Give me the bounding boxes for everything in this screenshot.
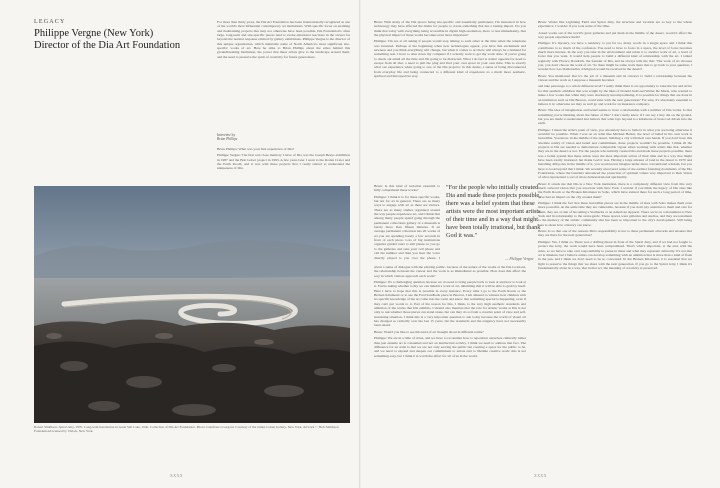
body-paragraph: Philippe: It's mystery, we have a tendency to put far too many words in a single space and I think this contributes to so much of the confusion. You need to have to focus in a space, the level of focus becomes much more intense. In the way you take in the environment and relate it to another work of art, a level of focus that you want. It would help people to build a different kind of relationship with the art. I talked regularly with Horace Dondrick, the founder of Dia, and he always tells me that: 'The work of art chooses you, you don't choose the work of art.' So there might be some work there that to go back to your question, I wonder how Las Damoiselles d'Avignon would be received in the desert? (538, 41, 692, 72)
body-paragraph: Brian: Is this kind of isolation essential to fully comprehend these works? (374, 184, 440, 193)
body-paragraph: Philippe: It's a challenging question because we do need to bring people back to look at and how to look at it. You're asking whether today we can inhabit a work of art, inhabiting that it will be able to grab by itself. Here I have to hope that this is possible in every instance. Every time I go to the Earth Room or the Broken Kilometer or to see the Fred Sandback piece in Beacon, I am amazed to witness how children with no specific knowledge of the art came into the room and know that something special is happening, even if they can't put words to it. Part of the reason for this, I think, is the very high aesthetic standards and ambition of the works that Dia exhibits. I should also mention that the role for artistic works at Dia is not only to ask whether those pieces can stand alone, but can they do so from a creative point of view and self-sustaining situation. I think this is a very important question to ask today because the world of visual art has changed so radically over the last 15 years, but the standards and the exigency have not necessarily been raised. (374, 280, 526, 328)
body-paragraph: Philippe: I think it is for these specific works, but not for art in general. There are as many ways to engage with art as there are visitors. There are as many studies organized around the way people experience art, and I think that among many people spend going through the permanent collections gallery of a museum is barely more than fifteen minutes. If an average permanent collection has 20 works of art you are spending barely a few seconds in front of each piece. Lots of big institutions organize guided tours to still please so you go to the galleries and take your cell phone and call the number and then you hear the voice directly played to you over the phone. I (374, 194, 440, 260)
pull-quote: "For the people who initially created Dia and made these projects possible, there was a belief system that these artists were the most important artists of their time and in a way that might have been totally irrational, but thank God it was." (446, 184, 541, 240)
body-paragraph: Brian: Would you like to see this kind of art thought about in different terms? (374, 329, 484, 334)
body-paragraph: Brian: It struck me that Dia is a New York institution, there is a completely different view from this very much outward vision that you associate with New York. I wonder if you think the legacy of Dia sites like the Earth Room or the Broken Kilometer in Soho, which have existed there for such a long period of time, have had an impact on the city around them? (538, 181, 692, 199)
page-number-left: XXXX (170, 474, 183, 478)
intro-paragraph: For more than thirty years, the Dia Art Foundation has been internationally recognized as one of the world's most influential contemporary art institutions. With specific focus on enabling and maintaining projects that may not otherwise have been possible, Dia Foundation's often large, long-term and site-specific pieces tend to evoke emotional reactions in the viewer far beyond the normal response elicited by gallery exhibitions. Philippe Vergne is the director of this unique organization, which maintains some of North America's most significant site-specific works of art. Here he talks to Brian Phillips about the ethos behind this groundbreaking institution, the power that these artists give to the landscape around them, and the need to preserve the spirit of creativity for future generations. (217, 20, 350, 59)
body-paragraph: Philippe: I think the fact that these incredible pieces are in the middle of sites with Soho makes them even more powerful. At the same time they are vulnerable, because if you don't pay attention to them and care for them, they are at risk of becoming a Starbucks or an American Apparel. There we're on a monument to New York and its relationship to the avant-garde. These spaces were galleries and studios, and they are testament to the memory of the artistic community that has been so important to the city's development. Still being here is about how a history can know. (538, 201, 692, 227)
page-gutter (359, 0, 361, 488)
title-line-name: Philippe Vergne (New York) (34, 28, 154, 39)
spiral-jetty-image (34, 186, 350, 423)
body-paragraph: Philippe Vergne: The first real close memory I have of Dia was the Joseph Beuys exhibition in 1987 and the Bob Gober project in 1993. A few years later I went to the Roden Crater and the Earth Room, and it was with these projects that I really started to understand the uniqueness of Dia. (217, 153, 350, 171)
photo-caption: Robert Smithson, Spiral Jetty, 1970. Long-term installation in Great Salt Lake, Utah. Collection of Dia Art Foundation. Photo: Gianfranco Gorgoni. Courtesy of the James Cohan Gallery, New York. Artwork © Holt-Smithson Foundation/Licensed by VAGA, New York. (34, 425, 339, 433)
section-kicker: LEGACY (34, 19, 66, 25)
article-title (34, 28, 180, 52)
body-paragraph: Brian: Works like Lightning Field and Spiral Jetty, the structure and location are so key to the whole experience. I wonder if you took some of the time- (538, 20, 692, 29)
body-paragraph: Brian: You mentioned that it's the job of a museum and its curators to build a relationship between the viewer and the work so I suppose a museum becomes (538, 73, 692, 83)
body-paragraph: Philippe: We are in a time of crisis, and we have to reconsider how to reposition ourselves culturally rather than just assume art is consumed and not an intellectual activity. I think we need to address that fact. The difference for an artist is that we are not only serving the public but creating a space for the public to be, and we need to expand and deepen our commitment to artists and to lifetime creative work: this is not something easy, but I think it is worth the effort for all of us in the world. (374, 336, 526, 358)
body-paragraph: Philippe: I'm not at all asking if people would stop talking to each other at the time when the telephone was invented. Perhaps at the beginning when new technologies appear, you have this excitement and newness and you think everything will change, but when it comes to art there will always be a demand for something real. I have to shut down my computer if I actually want to get my work done. If you're going to check out email all the time and I'm going to be distracted. What I do feel is artists' appetite for need to escape from all that, a need to pull the plug and find your own space in your own time. This is exactly what our experience when going to one of the Dia projects: in this desire, a sense of being disconnected from everyday life and being connected to a different kind of experience as a much more aesthetic, spiritual and introspective way. (374, 39, 526, 79)
body-column-left-top (217, 147, 350, 183)
body-column-right-b (538, 20, 692, 472)
body-paragraph: about a sense of dialogue with the existing public, because of the nature of the works at the Dia locations, the relationship between the viewer and the work is as immediated as possible. How does this affect the way in which visitors approach each work? (374, 265, 526, 278)
body-paragraph: -based works out of the world's great galleries and put them in the middle of the desert, would it affect the way people experience them? (538, 30, 692, 40)
pull-quote-attribution: — Philippe Vergne (505, 257, 534, 261)
title-line-role: Director of the Dia Art Foundation (34, 40, 181, 51)
interview-label: Interview by (217, 133, 236, 137)
body-column-right-a-top (374, 20, 526, 170)
body-paragraph: Philippe: Yes, I think so. There was a drifting threat in front of the Spiral Jetty, and if we had not fought to protect the Jetty, the work would have been compromised. That's what's important, at the end, with the rules, so we have to take over responsibility to preserve these and what they represent culturally. It's not that art is timeless, but I believe artists can develop something with an ambition that is more than a kind of flash in the pan, and I think we don't need to be so concerned. In the Broken Kilometer, it is essential that we fight to preserve the things that we share with the next generation. If you go to the Spiral Jetty, I think it's fundamentally about in a way, that in that act, the meaning of creativity is preserved. (538, 239, 692, 270)
body-column-right-a-mid (374, 184, 440, 260)
intro-column (217, 20, 350, 128)
body-paragraph: Brian Phillips: What was your first experience of Dia? (217, 147, 295, 151)
interview-credit (217, 133, 237, 142)
body-paragraph: Brian: Is so that one of the reasons Dia's responsibility is not to these permanent artworks and ensures that they are there for the next generation? (538, 229, 692, 238)
interviewer-name: Brian Phillips (217, 137, 238, 142)
body-paragraph: Brian: The idea of imagination and belief seems to have a relationship with a number of Dia works. Is that something you're thinking about the future of Dia? I don't really know if I can say a tiny dia on the ground, but you are made to understand and believe that what lays beyond is a kilometre of brass rod driven into the earth. (538, 108, 692, 126)
body-column-right-a-bottom (374, 265, 526, 470)
body-paragraph: and take patronage to a whole different level? I really think there is an opportunity to raise the bar and strive for this aesthetic ambition that was sought by the likes of Donald Judd and Walter De Maria, who wanted to make a few works that while they were absolutely uncompromising. It is possible for things that are done in an institution such as Dia Beacon, could exist with the next generation? For sure, it's absolutely essential to believe it is; otherwise we may as well go and work for an insurance company. (538, 84, 692, 106)
spiral-jetty-photo (34, 186, 350, 423)
body-paragraph: Philippe: I mean the artist's point of view, you absolutely have to believe in what you are being otherwise it wouldn't be possible. When I was on an artist like Michael Heizer, the level of belief in his own work is incredible. You know, in the middle of the desert, building a city with their own hands. If you don't have this absolute reality of vision and belief and commitment, these projects wouldn't be possible. I think all the projects at Dia are needed to demonstrate comparable vigour when working with artists like that, whether they are in the desert or not. For the people who initially created Dia and made these projects possible, there was a belief system that these artists were the most important artists of their time and in a way that might have been totally irrational, but thank God it was. Having a large amount of land in the desert is 1970 and installing 400 poles in the middle of it, you would never imagine under more conventional wisdom, but you have to look beyond that I think. We recently uncovered some of the earliest founding documents of the Dia Foundation, where the founders announced the protection of spiritual values very important to their vision of what represented a sort of more demonstrational spirituality. (538, 127, 692, 180)
body-paragraph: Brian: With many of the Dia pieces being site-specific and essentially permanent, I'm interested in how technology may have affected the desire for people to create something that has a lasting impact. Do you think that today with everything being accessible in digital high-resolution, more or less immediately, that the physical impact of these works becomes even more important? (374, 20, 526, 38)
page-number-right: XXXX (534, 474, 547, 478)
